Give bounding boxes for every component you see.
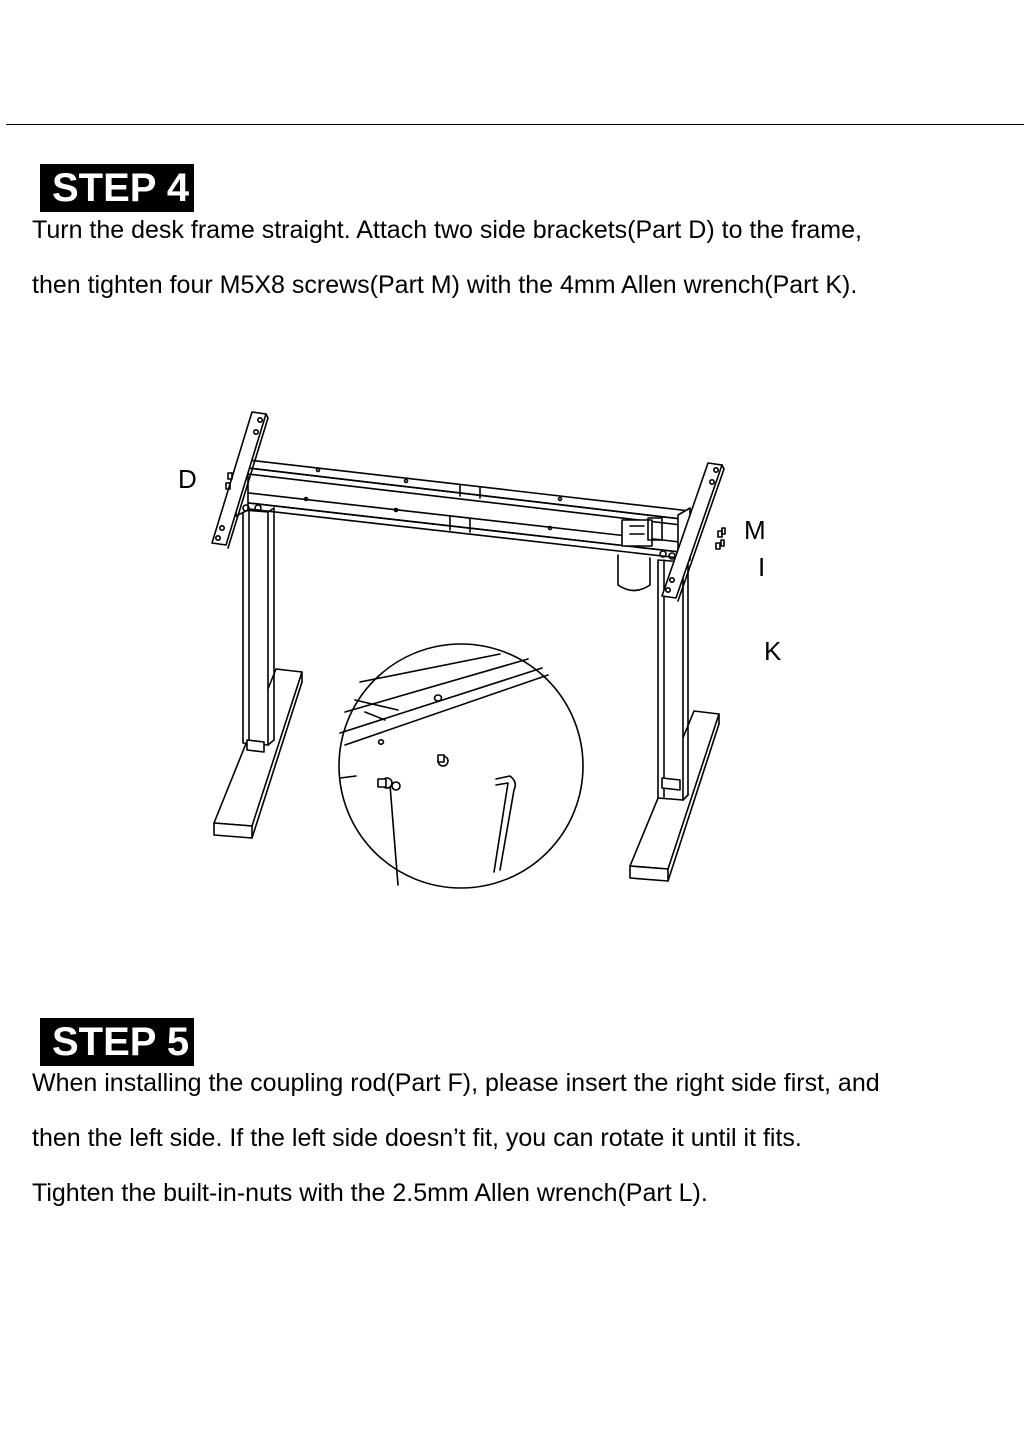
label-part-m: M bbox=[744, 515, 766, 545]
label-part-i: I bbox=[758, 552, 766, 582]
label-part-k: K bbox=[764, 636, 782, 666]
step-4-line-1: Turn the desk frame straight. Attach two side brackets(Part D) to the frame, bbox=[32, 216, 862, 244]
label-part-d: D bbox=[178, 464, 197, 494]
step-5-banner: STEP 5 bbox=[40, 1018, 194, 1066]
motor-housing bbox=[618, 555, 650, 591]
step-5-line-3: Tighten the built-in-nuts with the 2.5mm Allen wrench(Part L). bbox=[32, 1179, 708, 1207]
screws-part-m bbox=[716, 528, 725, 549]
step-5-line-1: When installing the coupling rod(Part F), please insert the right side first, and bbox=[32, 1069, 880, 1097]
step-4-line-2: then tighten four M5X8 screws(Part M) with the 4mm Allen wrench(Part K). bbox=[32, 271, 858, 299]
step-4-banner: STEP 4 bbox=[40, 164, 194, 212]
step-5-line-2: then the left side. If the left side doesn’t fit, you can rotate it until it fits. bbox=[32, 1124, 802, 1152]
detail-callout bbox=[339, 644, 583, 888]
right-side-bracket bbox=[662, 463, 724, 601]
